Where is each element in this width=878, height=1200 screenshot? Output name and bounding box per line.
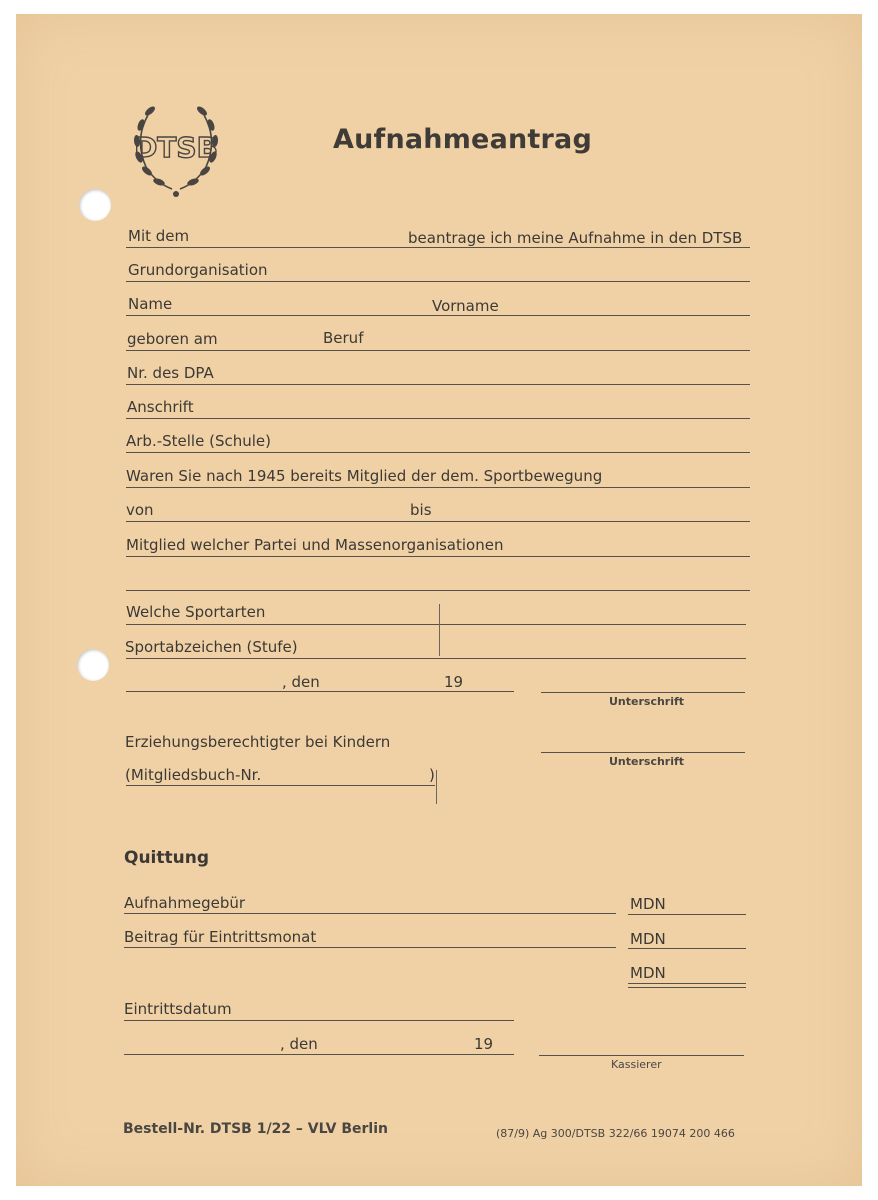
label-close-paren: ) [429, 766, 435, 784]
field-line-mitgliedsbuch[interactable] [126, 785, 435, 786]
double-underline [628, 987, 746, 988]
label-year-19: 19 [444, 673, 464, 691]
label-mit-dem: Mit dem [128, 227, 190, 245]
label-arb-stelle: Arb.-Stelle (Schule) [126, 432, 271, 450]
field-line-anschrift[interactable] [126, 418, 750, 419]
label-grundorganisation: Grundorganisation [128, 261, 268, 279]
label-mitglied-partei: Mitglied welcher Partei und Massenorganisationen [126, 536, 504, 554]
field-line-ort-datum[interactable] [126, 691, 514, 692]
field-line-mit-dem[interactable] [126, 247, 750, 248]
label-bis: bis [410, 501, 432, 519]
label-vorname: Vorname [432, 297, 499, 315]
label-mitgliedsbuch: (Mitgliedsbuch-Nr. [125, 766, 262, 784]
field-line-geboren[interactable] [126, 350, 750, 351]
label-erziehungsberechtigter: Erziehungsberechtigter bei Kindern [125, 733, 391, 751]
field-line-von-bis[interactable] [126, 521, 750, 522]
field-line-mdn-2[interactable] [628, 948, 746, 949]
label-beantrage: beantrage ich meine Aufnahme in den DTSB [408, 229, 743, 247]
punch-hole-bottom [77, 649, 109, 681]
label-nr-dpa: Nr. des DPA [127, 364, 214, 382]
label-year-19-2: 19 [474, 1035, 494, 1053]
label-mdn-1: MDN [630, 895, 666, 913]
punch-hole-top [79, 189, 111, 221]
divider-sport [439, 604, 440, 656]
footer-bestell: Bestell-Nr. DTSB 1/22 – VLV Berlin [123, 1121, 388, 1137]
label-den: , den [282, 673, 320, 691]
label-den-2: , den [280, 1035, 318, 1053]
field-line-kassierer[interactable] [539, 1055, 744, 1056]
label-geboren-am: geboren am [127, 330, 218, 348]
field-line-mdn-1[interactable] [628, 914, 746, 915]
label-beitrag: Beitrag für Eintrittsmonat [124, 928, 317, 946]
label-von: von [126, 501, 154, 519]
form-title: Aufnahmeantrag [333, 124, 592, 155]
label-name: Name [128, 295, 173, 313]
label-unterschrift-2: Unterschrift [609, 755, 685, 768]
label-mdn-2: MDN [630, 930, 666, 948]
label-sportarten: Welche Sportarten [126, 603, 266, 621]
field-line-unterschrift[interactable] [541, 692, 745, 693]
label-waren-sie: Waren Sie nach 1945 bereits Mitglied der dem. Sportbewegung [126, 467, 603, 485]
field-line-waren-sie[interactable] [126, 487, 750, 488]
quittung-heading: Quittung [124, 848, 210, 868]
field-line-unterschrift-2[interactable] [541, 752, 745, 753]
field-line-ort-datum-2[interactable] [124, 1054, 514, 1055]
label-unterschrift: Unterschrift [609, 695, 685, 708]
label-sportabzeichen: Sportabzeichen (Stufe) [125, 638, 298, 656]
label-kassierer: Kassierer [611, 1058, 662, 1071]
field-line-eintrittsdatum[interactable] [124, 1020, 514, 1021]
field-line-beitrag[interactable] [124, 947, 616, 948]
footer-print-code: (87/9) Ag 300/DTSB 322/66 19074 200 466 [496, 1127, 735, 1140]
label-aufnahmegebuehr: Aufnahmegebür [124, 894, 246, 912]
field-line-extra[interactable] [126, 590, 750, 591]
dtsb-logo [128, 95, 224, 199]
divider-mitgliedsbuch [436, 770, 437, 804]
field-line-grundorganisation[interactable] [126, 281, 750, 282]
label-beruf: Beruf [323, 329, 364, 347]
field-line-aufnahmegebuehr[interactable] [124, 913, 616, 914]
field-line-sportarten[interactable] [126, 624, 746, 625]
field-line-arb-stelle[interactable] [126, 452, 750, 453]
field-line-mitglied-partei[interactable] [126, 556, 750, 557]
label-eintrittsdatum: Eintrittsdatum [124, 1000, 232, 1018]
field-line-sportabzeichen[interactable] [126, 658, 746, 659]
field-line-name[interactable] [126, 315, 750, 316]
label-mdn-total: MDN [630, 964, 666, 982]
logo-lettering: DTSB [134, 131, 218, 164]
field-line-mdn-total[interactable] [628, 983, 746, 984]
field-line-nr-dpa[interactable] [126, 384, 750, 385]
label-anschrift: Anschrift [127, 398, 194, 416]
